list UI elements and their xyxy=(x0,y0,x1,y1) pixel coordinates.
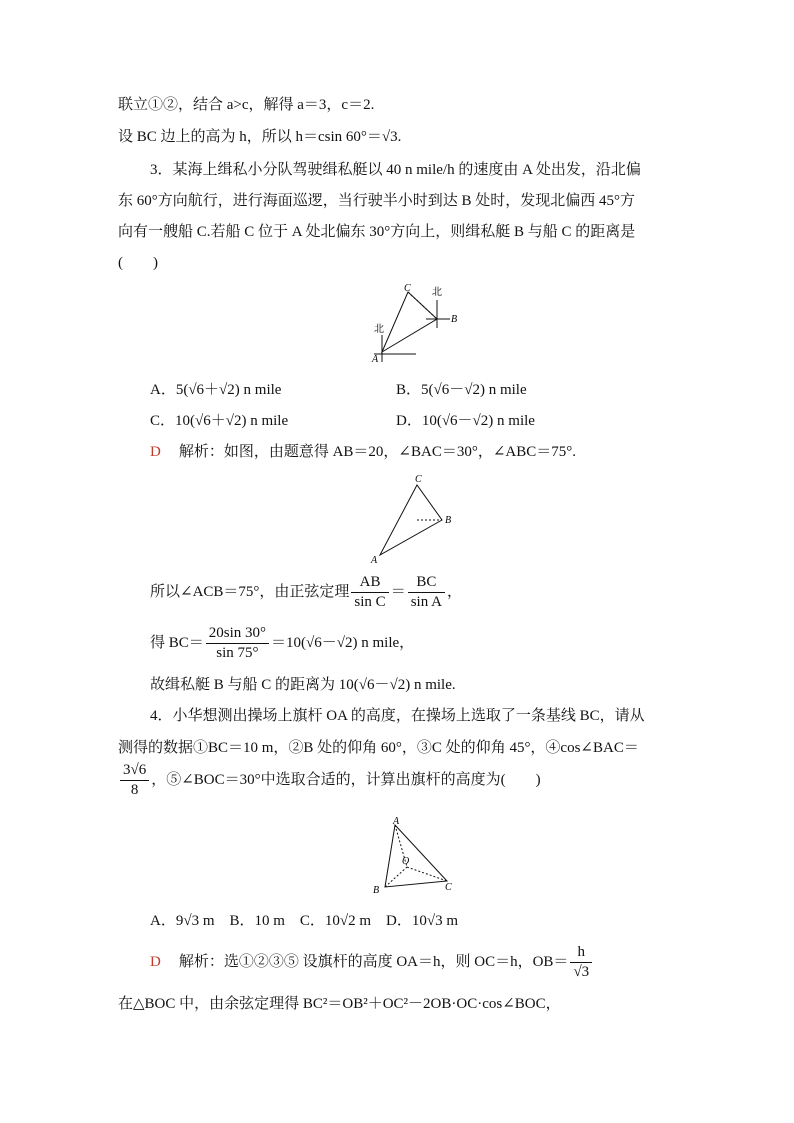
q3-sol2-end: ， xyxy=(446,584,462,600)
q3-sol3-prefix: 得 BC＝ xyxy=(150,635,204,651)
q4-stem-3-text: ，⑤∠BOC＝30°中选取合适的，计算出旗杆的高度为( ) xyxy=(151,772,541,788)
q3-sol3-suffix: ＝10(√6－√2) n mile， xyxy=(271,635,415,651)
q3-solution-1 xyxy=(150,441,576,463)
frac-denominator: sin 75° xyxy=(216,645,259,662)
fig2-label-a: A xyxy=(371,555,378,565)
q3-solution-2 xyxy=(150,572,462,612)
fig2-triangle xyxy=(380,485,442,555)
fig2-label-c: C xyxy=(415,474,422,485)
q4-stem-3 xyxy=(118,760,541,800)
q4-solution-2: 在△BOC 中，由余弦定理得 BC²＝OB²＋OC²－2OB·OC·cos∠BOC， xyxy=(118,996,561,1012)
q3-sol2-equals: ＝ xyxy=(390,584,406,600)
q3-stem-1: 3．某海上缉私小分队驾驶缉私艇以 40 n mile/h 的速度由 A 处出发，沿北偏 xyxy=(150,162,641,178)
q3-sol3-fraction xyxy=(206,624,269,663)
frac-denominator: √3 xyxy=(573,964,590,981)
q4-stem-1: 4．小华想测出操场上旗杆 OA 的高度，在操场上选取了一条基线 BC，请从 xyxy=(150,708,645,724)
q3-stem-4: ( ) xyxy=(118,255,158,271)
fig3-label-o: O xyxy=(402,856,410,867)
fig1-triangle xyxy=(382,292,437,352)
frac-numerator: BC xyxy=(408,573,445,593)
q4-stem-2: 测得的数据①BC＝10 m，②B 处的仰角 60°，③C 处的仰角 45°，④cos∠BAC＝ xyxy=(118,740,639,756)
fig1-label-a: A xyxy=(372,354,379,365)
q3-sol2-fraction-2 xyxy=(408,573,445,612)
q3-solution-3 xyxy=(150,623,414,663)
q4-answer: D xyxy=(150,954,161,970)
q4-fraction xyxy=(120,761,149,800)
fig1-label-north-a: 北 xyxy=(374,324,384,335)
q4-sol1-prefix: 解析：选①②③⑤ 设旗杆的高度 OA＝h，则 OC＝h，OB＝ xyxy=(178,954,569,970)
q3-option-a: A．5(√6＋√2) n mile xyxy=(150,382,282,398)
frac-numerator: h xyxy=(570,943,592,963)
fig3-label-a: A xyxy=(393,816,400,827)
q3-figure-1 xyxy=(360,280,470,370)
q3-figure-2 xyxy=(365,470,465,565)
q3-option-d: D．10(√6－√2) n mile xyxy=(396,413,535,429)
q3-option-b: B．5(√6－√2) n mile xyxy=(396,382,527,398)
text-line-2: 设 BC 边上的高为 h，所以 h＝csin 60°＝√3. xyxy=(118,129,402,145)
fig3-label-b: B xyxy=(373,885,380,896)
fig1-label-b: B xyxy=(451,314,458,325)
fig3-bo xyxy=(385,867,407,887)
fig2-label-b: B xyxy=(445,515,452,526)
q3-solution-1-text: 解析：如图，由题意得 AB＝20，∠BAC＝30°，∠ABC＝75°. xyxy=(178,444,577,460)
frac-numerator: 20sin 30° xyxy=(206,624,269,644)
frac-denominator: sin A xyxy=(410,594,442,611)
q3-answer: D xyxy=(150,444,161,460)
q3-option-c: C．10(√6＋√2) n mile xyxy=(150,413,289,429)
frac-denominator: 8 xyxy=(130,782,139,799)
text-line-1: 联立①②，结合 a>c，解得 a＝3，c＝2. xyxy=(118,97,375,113)
fig1-label-c: C xyxy=(404,283,411,294)
frac-denominator: sin C xyxy=(354,594,386,611)
q4-figure xyxy=(365,815,465,900)
frac-numerator: AB xyxy=(351,573,388,593)
q4-options: A．9√3 m B．10 m C．10√2 m D．10√3 m xyxy=(150,913,459,929)
q3-solution-4: 故缉私艇 B 与船 C 的距离为 10(√6－√2) n mile. xyxy=(150,677,456,693)
q4-solution-1 xyxy=(150,940,594,984)
frac-numerator: 3√6 xyxy=(120,761,149,781)
q3-sol2-prefix: 所以∠ACB＝75°，由正弦定理 xyxy=(150,584,350,600)
fig3-label-c: C xyxy=(445,882,452,893)
fig1-label-north-b: 北 xyxy=(432,287,442,298)
q3-stem-3: 向有一艘船 C.若船 C 位于 A 处北偏东 30°方向上，则缉私艇 B 与船 C 的距离是 xyxy=(118,224,636,240)
q3-sol2-fraction-1 xyxy=(351,573,388,612)
q3-stem-2: 东 60°方向航行，进行海面巡逻，当行驶半小时到达 B 处时，发现北偏西 45°方 xyxy=(118,193,636,209)
q4-sol1-fraction xyxy=(570,943,592,982)
